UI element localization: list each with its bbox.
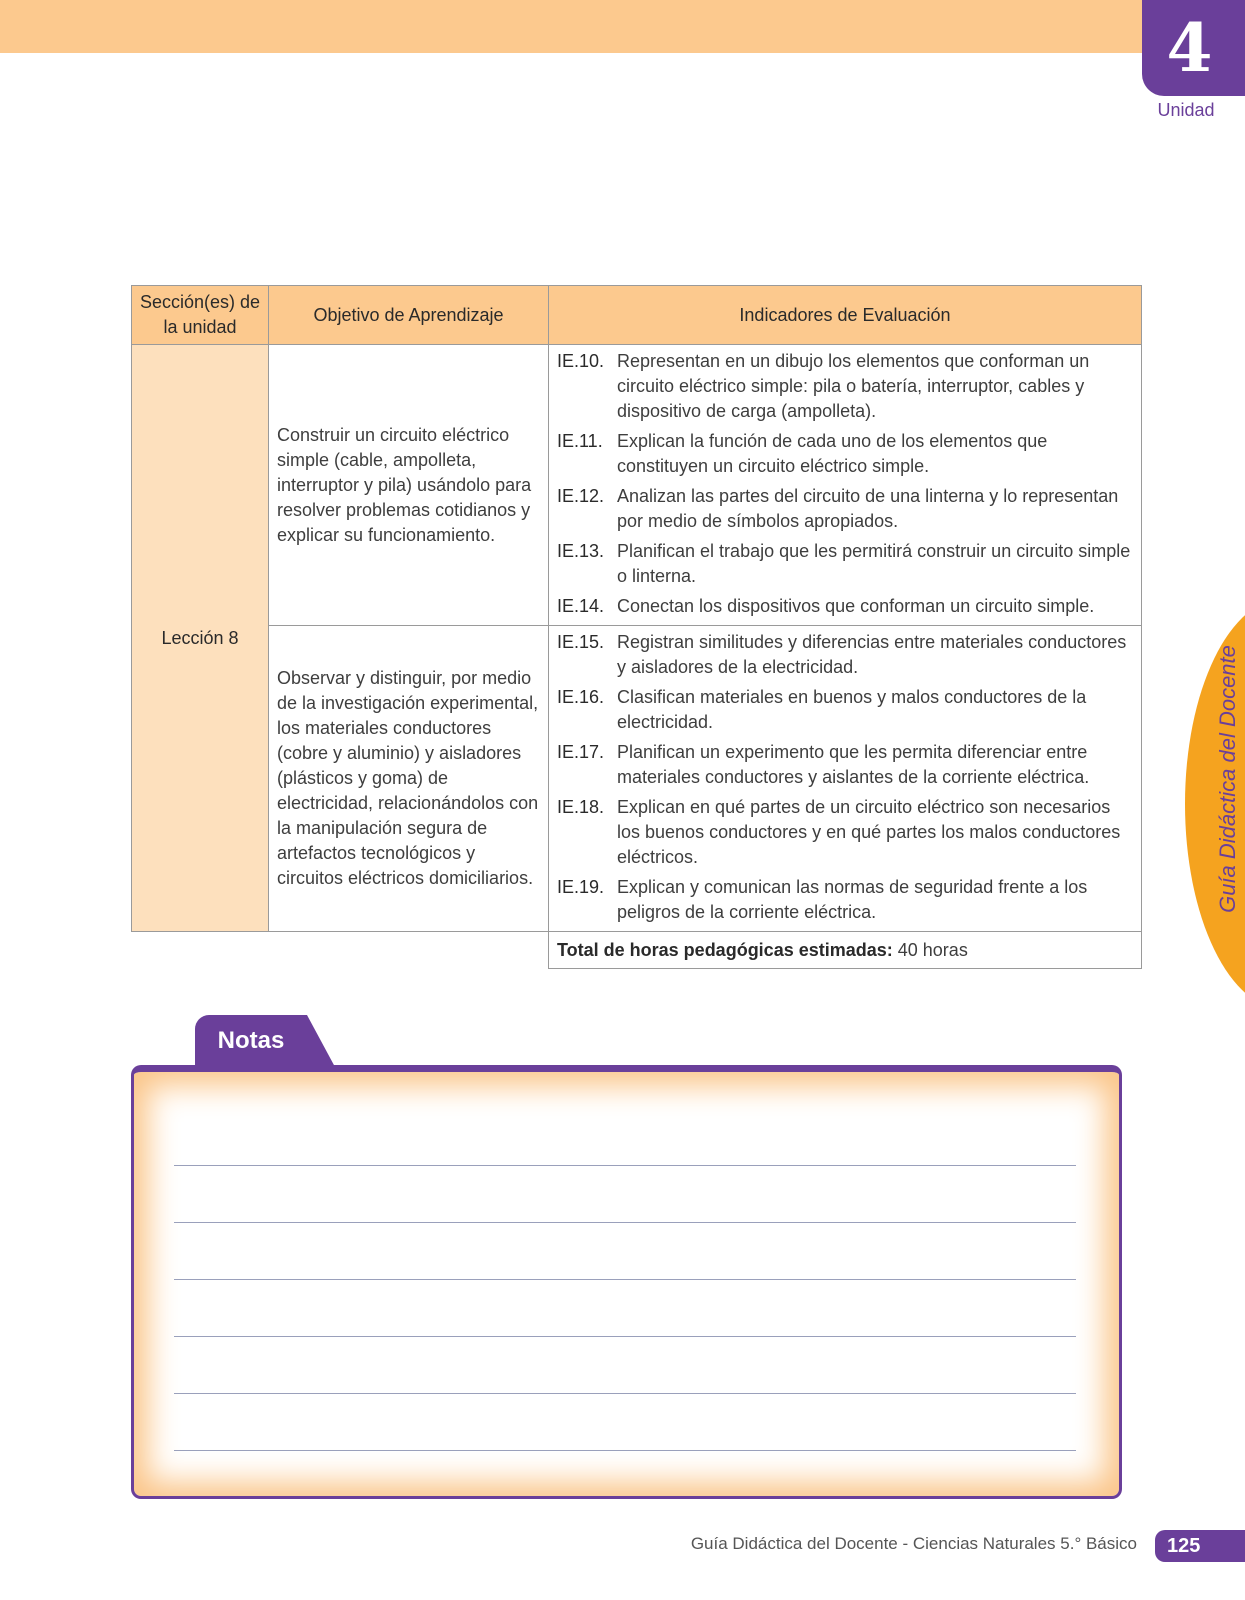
indicator-text: Representan en un dibujo los elementos que conforman un circuito eléctrico simple: pila o batería, interruptor, cables y dispositivo de carga (ampolleta). bbox=[617, 351, 1090, 421]
unit-tab bbox=[1142, 0, 1245, 96]
note-line bbox=[174, 1165, 1076, 1166]
header-objective: Objetivo de Aprendizaje bbox=[269, 286, 549, 345]
objective-cell: Observar y distinguir, por medio de la investigación experimental, los materiales conductores (cobre y aluminio) y aisladores (plásticos y goma) de electricidad, relacionándolos con la manipulación segura de artefactos tecnológicos y circuitos eléctricos domiciliarios. bbox=[269, 626, 549, 932]
section-cell: Lección 8 bbox=[132, 345, 269, 932]
indicator-code: IE.12. bbox=[557, 486, 605, 506]
curriculum-table bbox=[131, 285, 1142, 969]
note-line bbox=[174, 1336, 1076, 1337]
note-line bbox=[174, 1450, 1076, 1451]
indicator-code: IE.13. bbox=[557, 541, 605, 561]
note-line bbox=[174, 1393, 1076, 1394]
header-section: Sección(es) de la unidad bbox=[132, 286, 269, 345]
indicator-item bbox=[557, 594, 1133, 619]
indicator-text: Analizan las partes del circuito de una linterna y lo representan por medio de símbolos apropiados. bbox=[617, 486, 1119, 531]
note-line bbox=[174, 1279, 1076, 1280]
indicator-item bbox=[557, 484, 1133, 534]
indicator-item bbox=[557, 795, 1133, 870]
table-row bbox=[132, 626, 1142, 932]
indicator-text: Planifican un experimento que les permita diferenciar entre materiales conductores y aislantes de la corriente eléctrica. bbox=[617, 742, 1090, 787]
notes-box bbox=[131, 1065, 1122, 1499]
total-cell bbox=[549, 932, 1142, 969]
indicators-cell bbox=[549, 345, 1142, 626]
notes-title: Notas bbox=[217, 1027, 285, 1054]
side-tab-label: Guía Didáctica del Docente bbox=[1215, 645, 1240, 913]
footer-text: Guía Didáctica del Docente - Ciencias Naturales 5.° Básico bbox=[690, 1534, 1137, 1553]
unit-label: Unidad bbox=[1157, 100, 1215, 120]
indicator-item bbox=[557, 349, 1133, 424]
indicator-code: IE.17. bbox=[557, 742, 605, 762]
indicator-text: Conectan los dispositivos que conforman un circuito simple. bbox=[617, 596, 1095, 616]
indicator-code: IE.18. bbox=[557, 797, 605, 817]
indicator-item bbox=[557, 630, 1133, 680]
indicator-code: IE.16. bbox=[557, 687, 605, 707]
indicator-text: Explican en qué partes de un circuito eléctrico son necesarios los buenos conductores y en qué partes los malos conductores eléctricos. bbox=[617, 797, 1121, 867]
indicators-cell bbox=[549, 626, 1142, 932]
indicator-code: IE.15. bbox=[557, 632, 605, 652]
objective-cell: Construir un circuito eléctrico simple (cable, ampolleta, interruptor y pila) usándolo para resolver problemas cotidianos y explicar su funcionamiento. bbox=[269, 345, 549, 626]
indicator-item bbox=[557, 539, 1133, 589]
indicator-item bbox=[557, 429, 1133, 479]
header-band bbox=[0, 0, 1142, 53]
indicator-code: IE.11. bbox=[557, 431, 603, 451]
indicator-item bbox=[557, 875, 1133, 925]
indicator-code: IE.19. bbox=[557, 877, 605, 897]
page-number: 125 bbox=[1155, 1530, 1245, 1562]
empty-cell bbox=[132, 932, 549, 969]
note-line bbox=[174, 1222, 1076, 1223]
indicator-item bbox=[557, 740, 1133, 790]
indicator-text: Clasifican materiales en buenos y malos conductores de la electricidad. bbox=[617, 687, 1087, 732]
indicator-text: Explican la función de cada uno de los elementos que constituyen un circuito eléctrico simple. bbox=[617, 431, 1048, 476]
total-row bbox=[132, 932, 1142, 969]
indicator-text: Explican y comunican las normas de seguridad frente a los peligros de la corriente eléctrica. bbox=[617, 877, 1088, 922]
unit-number: 4 bbox=[1166, 9, 1213, 87]
indicator-code: IE.14. bbox=[557, 596, 605, 616]
total-value: 40 horas bbox=[892, 940, 968, 960]
table-row bbox=[132, 345, 1142, 626]
header-indicators: Indicadores de Evaluación bbox=[549, 286, 1142, 345]
indicator-item bbox=[557, 685, 1133, 735]
indicator-text: Registran similitudes y diferencias entre materiales conductores y aisladores de la electricidad. bbox=[617, 632, 1127, 677]
indicator-code: IE.10. bbox=[557, 351, 605, 371]
total-label: Total de horas pedagógicas estimadas: bbox=[557, 940, 893, 960]
indicator-text: Planifican el trabajo que les permitirá construir un circuito simple o linterna. bbox=[617, 541, 1131, 586]
